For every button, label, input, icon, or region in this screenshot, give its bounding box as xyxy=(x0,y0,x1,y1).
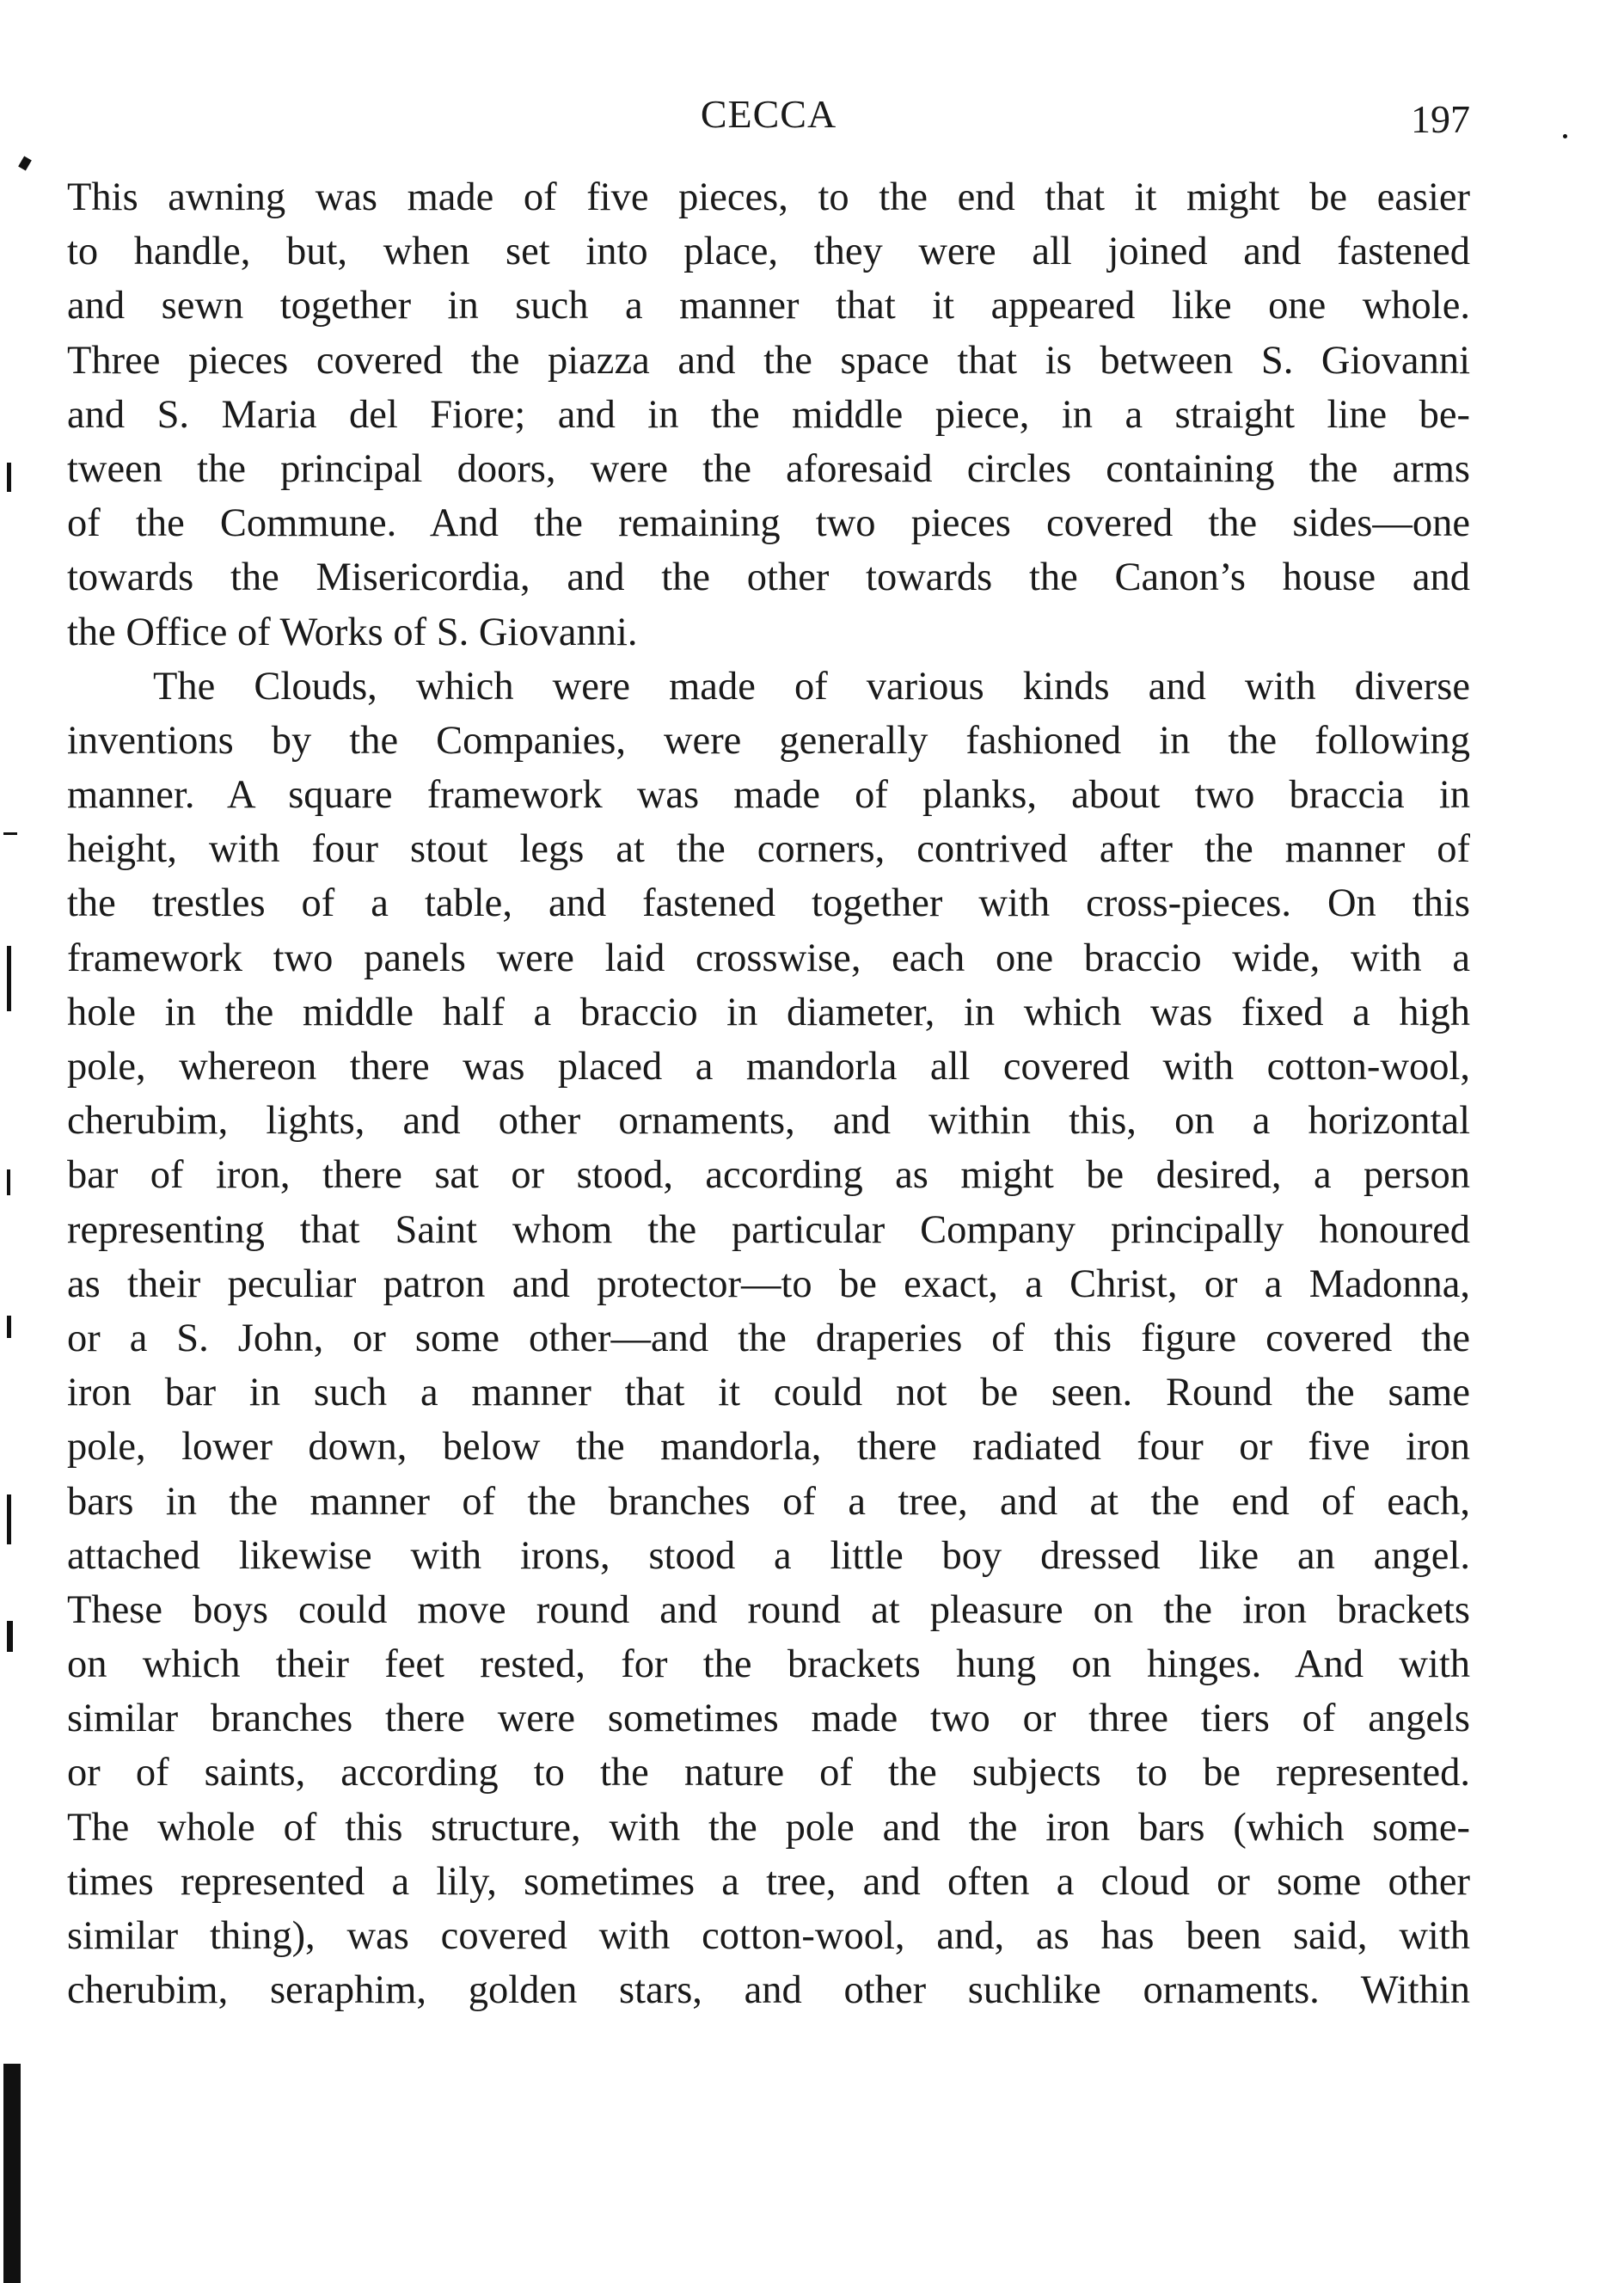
text-line: and S. Maria del Fiore; and in the middle piece, in a straight line be- xyxy=(67,392,1470,437)
text-line: pole, lower down, below the mandorla, there radiated four or five iron xyxy=(67,1425,1470,1470)
bleed-mark-top xyxy=(18,156,32,170)
text-line: times represented a lily, sometimes a tree, and often a cloud or some other xyxy=(67,1859,1470,1904)
bleed-mark-1 xyxy=(7,463,11,492)
text-line: inventions by the Companies, were generally fashioned in the following xyxy=(67,718,1470,763)
text-line: The Clouds, which were made of various kinds and with diverse xyxy=(153,664,1470,709)
text-line: The whole of this structure, with the pole and the iron bars (which some- xyxy=(67,1805,1470,1850)
text-line: bars in the manner of the branches of a tree, and at the end of each, xyxy=(67,1479,1470,1524)
bleed-mark-4 xyxy=(7,1169,10,1195)
text-line: as their peculiar patron and protector—to be exact, a Christ, or a Madonna, xyxy=(67,1261,1470,1306)
text-line: towards the Misericordia, and the other towards the Canon’s house and xyxy=(67,555,1470,600)
text-line: These boys could move round and round at pleasure on the iron brackets xyxy=(67,1587,1470,1632)
text-line: pole, whereon there was placed a mandorla all covered with cotton-wool, xyxy=(67,1045,1470,1089)
text-line: and sewn together in such a manner that it appeared like one whole. xyxy=(67,284,1470,328)
text-line: framework two panels were laid crosswise, each one braccio wide, with a xyxy=(67,936,1470,980)
bleed-mark-bottom xyxy=(3,2064,21,2283)
paragraph-1 xyxy=(67,170,1470,660)
text-line: representing that Saint whom the particular Company principally honoured xyxy=(67,1207,1470,1252)
text-line: cherubim, lights, and other ornaments, and within this, on a horizontal xyxy=(67,1099,1470,1144)
text-line: This awning was made of five pieces, to the end that it might be easier xyxy=(67,175,1470,219)
text-line: hole in the middle half a braccio in diameter, in which was fixed a high xyxy=(67,990,1470,1034)
running-title: CECCA xyxy=(700,92,837,136)
text-line: tween the principal doors, were the aforesaid circles containing the arms xyxy=(67,446,1470,491)
bleed-mark-2 xyxy=(3,832,17,835)
paragraph-2 xyxy=(67,660,1470,2018)
text-line: of the Commune. And the remaining two pieces covered the sides—one xyxy=(67,501,1470,546)
text-line: the Office of Works of S. Giovanni. xyxy=(67,610,638,654)
text-line: iron bar in such a manner that it could not be seen. Round the same xyxy=(67,1371,1470,1415)
dust-speck xyxy=(1563,134,1567,138)
text-line: Three pieces covered the piazza and the space that is between S. Giovanni xyxy=(67,338,1470,383)
text-line: to handle, but, when set into place, they were all joined and fastened xyxy=(67,230,1470,274)
text-line: on which their feet rested, for the brackets hung on hinges. And with xyxy=(67,1642,1470,1687)
body-text xyxy=(67,170,1470,2017)
text-line: cherubim, seraphim, golden stars, and other suchlike ornaments. Within xyxy=(67,1968,1470,2013)
bleed-mark-6 xyxy=(7,1494,11,1544)
text-line: or of saints, according to the nature of the subjects to be represented. xyxy=(67,1751,1470,1795)
text-line: manner. A square framework was made of planks, about two braccia in xyxy=(67,773,1470,818)
text-line: attached likewise with irons, stood a little boy dressed like an angel. xyxy=(67,1533,1470,1578)
running-head xyxy=(67,84,1470,144)
bleed-mark-3 xyxy=(7,946,11,1011)
text-line: or a S. John, or some other—and the draperies of this figure covered the xyxy=(67,1316,1470,1360)
text-line: similar branches there were sometimes made two or three tiers of angels xyxy=(67,1697,1470,1741)
text-line: the trestles of a table, and fastened together with cross-pieces. On this xyxy=(67,881,1470,926)
text-line: height, with four stout legs at the corners, contrived after the manner of xyxy=(67,827,1470,872)
text-line: bar of iron, there sat or stood, according as might be desired, a person xyxy=(67,1153,1470,1198)
text-line: similar thing), was covered with cotton-wool, and, as has been said, with xyxy=(67,1914,1470,1958)
bleed-mark-7 xyxy=(7,1621,13,1652)
page-number: 197 xyxy=(1411,97,1470,141)
bleed-mark-5 xyxy=(7,1316,11,1338)
